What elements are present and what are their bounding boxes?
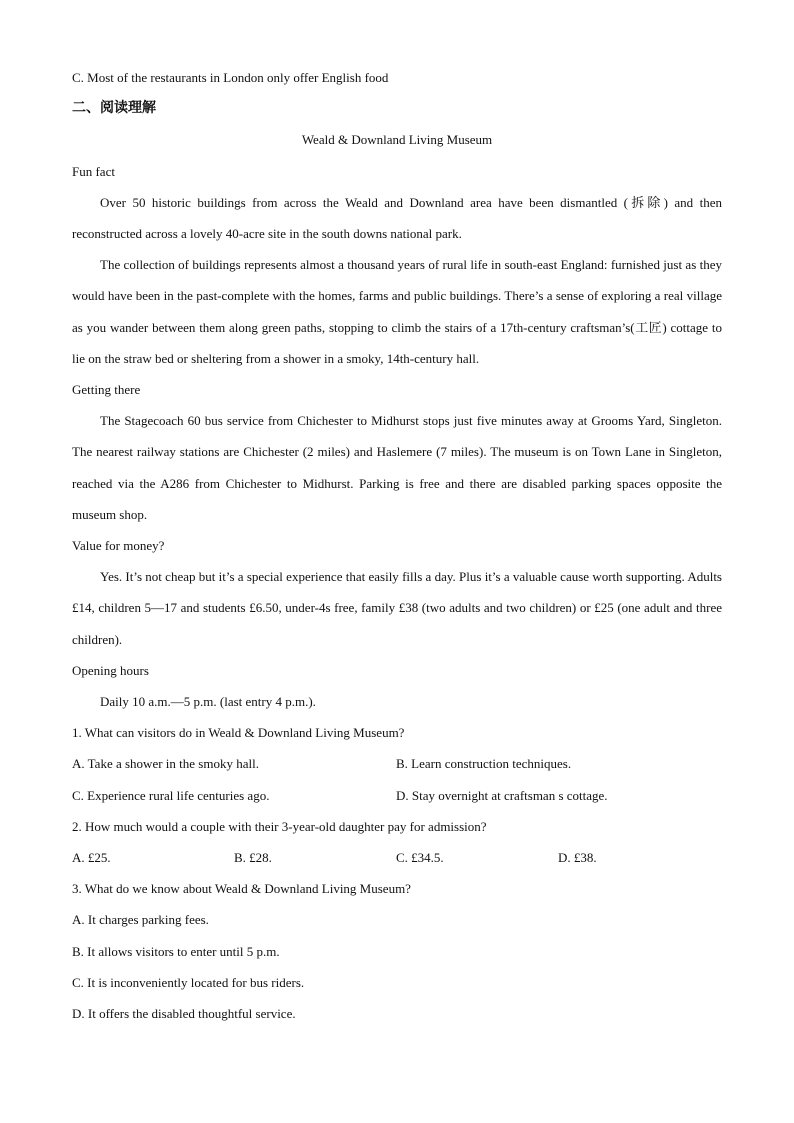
question-1-option-c: C. Experience rural life centuries ago.	[72, 787, 270, 803]
value-heading: Value for money?	[72, 537, 165, 553]
question-3-option-d: D. It offers the disabled thoughtful service.	[72, 1005, 296, 1021]
question-3-stem: 3. What do we know about Weald & Downland Living Museum?	[72, 881, 411, 897]
opening-hours-heading: Opening hours	[72, 662, 149, 678]
question-1-option-d: D. Stay overnight at craftsman s cottage.	[396, 787, 608, 803]
fun-fact-paragraph-2: The collection of buildings represents almost a thousand years of rural life in south-east England: furnished just as they would have been in the past-complete with the homes, farms and public buildings. There’s a sense of exploring a real village as you wander between them along green paths, stopping to climb the stairs of a 17th-century craftsman’s(工匠) cottage to lie on the straw bed or sheltering from a shower in a smoky, 14th-century hall.	[72, 257, 722, 366]
document-page	[72, 62, 722, 1029]
value-paragraph: Yes. It’s not cheap but it’s a special experience that easily fills a day. Plus it’s a valuable cause worth supporting. Adults £14, children 5—17 and students £6.50, under-4s free, family £38 (two adults and two children) or £25 (one adult and three children).	[72, 569, 722, 647]
question-2-option-a: A. £25.	[72, 849, 111, 865]
question-2-option-c: C. £34.5.	[396, 849, 444, 865]
question-2-stem: 2. How much would a couple with their 3-year-old daughter pay for admission?	[72, 818, 487, 834]
passage-title: Weald & Downland Living Museum	[301, 132, 493, 148]
question-2-option-b: B. £28.	[234, 849, 272, 865]
question-2-option-d: D. £38.	[558, 849, 597, 865]
section-heading: 二、阅读理解	[72, 100, 156, 117]
question-1-option-a: A. Take a shower in the smoky hall.	[72, 756, 259, 772]
question-3-option-a: A. It charges parking fees.	[72, 912, 209, 928]
previous-question-option: C. Most of the restaurants in London only offer English food	[72, 70, 389, 85]
opening-hours-text: Daily 10 a.m.—5 p.m. (last entry 4 p.m.).	[100, 693, 316, 709]
question-1-stem: 1. What can visitors do in Weald & Downland Living Museum?	[72, 725, 405, 741]
question-3-option-c: C. It is inconveniently located for bus riders.	[72, 974, 305, 990]
fun-fact-paragraph-1: Over 50 historic buildings from across the Weald and Downland area have been dismantled (拆除) and then reconstructed across a lovely 40-acre site in the south downs national park.	[72, 194, 722, 241]
question-2-options-row	[72, 842, 722, 873]
getting-there-heading: Getting there	[72, 381, 141, 397]
getting-there-paragraph: The Stagecoach 60 bus service from Chichester to Midhurst stops just five minutes away at Grooms Yard, Singleton. The nearest railway stations are Chichester (2 miles) and Haslemere (7 miles). The museum is on Town Lane in Singleton, reached via the A286 from Chichester to Midhurst. Parking is free and there are disabled parking spaces opposite the museum shop.	[72, 413, 722, 522]
question-3-option-b: B. It allows visitors to enter until 5 p.m.	[72, 943, 280, 959]
question-1-option-b: B. Learn construction techniques.	[396, 756, 572, 772]
question-1-options-row-1	[72, 748, 722, 779]
fun-fact-heading: Fun fact	[72, 163, 115, 179]
question-1-options-row-2	[72, 780, 722, 811]
